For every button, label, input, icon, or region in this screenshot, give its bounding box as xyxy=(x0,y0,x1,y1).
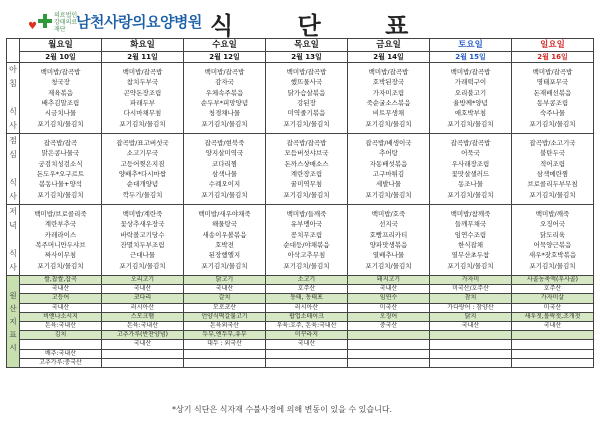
menu-item: 감자국 xyxy=(215,78,234,87)
menu-item: 꽃맛살샐러드 xyxy=(451,170,490,178)
menu-item: 호박전 xyxy=(215,241,234,249)
origin-cell: 언양식떡갈불고기 xyxy=(184,312,266,321)
lunch-cell xyxy=(348,134,430,205)
origin-cell: 가자미 xyxy=(430,276,512,285)
menu-item: 동부콩조림 xyxy=(536,99,569,107)
origin-cell: 국내산 xyxy=(20,285,102,294)
breakfast-cell xyxy=(512,63,594,134)
page-header xyxy=(0,0,600,38)
origin-cell: 두부,엔두부,유부 xyxy=(184,331,266,340)
menu-item: 백미밥/잡곡밥 xyxy=(368,67,409,76)
origin-cell: 가자미살 xyxy=(512,294,594,303)
day-header: 목요일 xyxy=(266,39,348,52)
menu-item: 포기김치/물김치 xyxy=(201,119,248,128)
origin-cell xyxy=(430,340,512,349)
origin-cell: 쌀,찹쌀,잡곡 xyxy=(20,276,102,285)
origin-cell: 새우젓,볼락젓,조개젓 xyxy=(512,312,594,321)
dinner-cell xyxy=(184,205,266,276)
menu-item: 열무산초두참 xyxy=(451,251,490,260)
corner-cell xyxy=(7,39,20,63)
menu-item: 백미밥/잡곡밥 xyxy=(40,67,81,76)
origin-cell: 고추가루:중국산 xyxy=(20,358,102,367)
menu-table xyxy=(6,38,594,368)
menu-item: 맑은콩나물국 xyxy=(41,149,80,158)
origin-cell: 돈육:국내산 xyxy=(20,321,102,330)
menu-item: 숙주나물 xyxy=(539,109,566,118)
origin-cell: 호주산 xyxy=(512,285,594,294)
origin-cell: 국내산 xyxy=(348,285,430,294)
origin-cell: 김치 xyxy=(20,331,102,340)
origin-cell: 러시아산 xyxy=(102,303,184,312)
menu-item: 백미밥/잡곡밥 xyxy=(122,67,163,76)
day-header: 일요일 xyxy=(512,39,594,52)
menu-item: 코다리찜 xyxy=(211,159,238,168)
breakfast-cell xyxy=(102,63,184,134)
date-header: 2월 14일 xyxy=(348,52,430,63)
menu-item: 백미밥/잡곡밥 xyxy=(532,67,573,76)
menu-item: 열배추나물 xyxy=(372,251,405,260)
origin-cell: 국내산 xyxy=(512,321,594,330)
heart-icon: ♥ xyxy=(28,21,37,32)
menu-item: 순대등/야채볶음 xyxy=(283,241,330,249)
menu-item: 포기김치/물김치 xyxy=(283,190,330,199)
menu-item: 곤약돈장조림 xyxy=(123,88,162,97)
menu-item: 양지살미역국 xyxy=(205,149,244,158)
origin-cell xyxy=(430,358,512,367)
menu-item: 포기김치/물김치 xyxy=(365,190,412,199)
origin-cell: 국내산 xyxy=(102,285,184,294)
origin-cell xyxy=(512,358,594,367)
origin-cell: 비엔나소시지 xyxy=(20,312,102,321)
menu-item: 잡곡밥/표고버섯국 xyxy=(116,138,169,147)
menu-item: 한식잡채 xyxy=(457,241,484,249)
origin-cell: 미꾸라지 xyxy=(266,331,348,340)
menu-item: 자동배섯볶음 xyxy=(369,159,408,168)
menu-item: 유부맹아국 xyxy=(290,220,323,229)
date-header: 2월 13일 xyxy=(266,52,348,63)
dinner-cell xyxy=(20,205,102,276)
origin-cell xyxy=(348,358,430,367)
menu-item: 우사래장조림 xyxy=(451,159,490,168)
menu-item: 시금치나물 xyxy=(44,109,77,118)
menu-item: 봄동나물+양석 xyxy=(38,180,83,189)
menu-item: 백미밥/계란죽 xyxy=(122,209,163,218)
day-header: 월요일 xyxy=(20,39,102,52)
menu-item: 잡곡밥/현북죽 xyxy=(204,138,245,147)
menu-item: 삼색메란찜 xyxy=(536,170,569,178)
lunch-cell xyxy=(184,134,266,205)
lunch-cell xyxy=(266,134,348,205)
menu-item: 가래떡구이 xyxy=(454,78,487,87)
menu-item: 돈까스샹매소스 xyxy=(284,159,329,168)
lunch-cell xyxy=(430,134,512,205)
menu-item: 어묵국 xyxy=(461,149,480,158)
menu-item: 어묵양근볶음 xyxy=(533,241,572,249)
origin-cell: 국내산 xyxy=(266,340,348,349)
dinner-cell xyxy=(430,205,512,276)
menu-item: 포기김치/물김치 xyxy=(447,261,494,270)
menu-item: 포기김치/물김치 xyxy=(37,119,84,128)
menu-item: 오리불고기 xyxy=(454,88,487,97)
origin-cell xyxy=(512,340,594,349)
origin-cell xyxy=(512,331,594,340)
menu-item: 오징어국 xyxy=(539,220,566,229)
menu-item: 호빵프리카티 xyxy=(369,230,408,239)
origin-cell: 닭지 xyxy=(430,312,512,321)
origin-cell xyxy=(266,349,348,358)
menu-item: 된장했엘지 xyxy=(208,251,241,260)
origin-cell: 우육:호주, 돈육:국내산 xyxy=(266,321,348,330)
origin-cell xyxy=(348,349,430,358)
menu-item: 돈도우*오구르트 xyxy=(36,170,85,178)
menu-item: 명태포무국 xyxy=(536,78,569,87)
date-header: 2월 11일 xyxy=(102,52,184,63)
menu-item: 고구마튀김 xyxy=(372,170,405,178)
menu-item: 백미밥/새우야채죽 xyxy=(198,209,251,218)
origin-cell: 국내산 xyxy=(430,321,512,330)
origin-cell xyxy=(20,340,102,349)
origin-cell xyxy=(102,358,184,367)
menu-item: 추어탕 xyxy=(379,149,398,158)
lunch-cell xyxy=(512,134,594,205)
origin-cell: 코다리 xyxy=(102,294,184,303)
breakfast-cell xyxy=(430,63,512,134)
menu-item: 포기김치/물김치 xyxy=(283,261,330,270)
origin-cell: 오징어 xyxy=(348,312,430,321)
footnote: *상기 식단은 식자재 수불사정에 의해 변동이 있을 수 있습니다. xyxy=(172,405,393,414)
menu-item: 청경채나물 xyxy=(208,109,241,118)
origin-cell: 임연수 xyxy=(348,294,430,303)
meal-section-label: 아 침 식 사 xyxy=(7,63,20,134)
origin-cell: 고추가루(반찬양념) xyxy=(102,331,184,340)
menu-item: 카레라이스 xyxy=(44,230,77,239)
menu-item: 우체속주볶음 xyxy=(205,88,244,97)
menu-item: 불탄두국 xyxy=(539,149,566,158)
menu-item: 소고기무국 xyxy=(126,149,159,158)
origin-cell: 대두 : 외국산 xyxy=(184,340,266,349)
menu-item: 적어조림 xyxy=(539,159,566,168)
menu-item: 꿀미역무침 xyxy=(290,180,323,189)
origin-cell: 중국산 xyxy=(348,321,430,330)
menu-item: 잡곡밥/잡곡 xyxy=(43,138,78,147)
menu-item: 계란장조림 xyxy=(290,170,323,178)
menu-item: 돈재배선볶음 xyxy=(533,88,572,97)
origin-cell: 돈육외국산 xyxy=(184,321,266,330)
menu-item: 꽁치무조림 xyxy=(290,230,323,239)
origin-cell: 스모크햄 xyxy=(102,312,184,321)
menu-item: 포기김치/물김치 xyxy=(447,119,494,128)
menu-item: 포기김치/물김치 xyxy=(119,261,166,270)
origin-cell: 러시아산 xyxy=(266,303,348,312)
hospital-cross-icon xyxy=(38,14,52,28)
menu-item: 선지국 xyxy=(379,220,398,229)
origin-cell xyxy=(266,358,348,367)
page-title: 식 단 표 xyxy=(210,12,437,40)
origin-cell xyxy=(348,331,430,340)
menu-item: 아삭고추무침 xyxy=(287,251,326,260)
menu-item: 포기김치/물김치 xyxy=(365,119,412,128)
menu-item: 백미밥/잡곡밥 xyxy=(450,67,491,76)
menu-item: 제육볶음 xyxy=(47,88,74,97)
menu-item: 애호박부침 xyxy=(454,109,487,118)
menu-item: 죽순굴소스볶음 xyxy=(366,99,411,107)
menu-item: 참치두부국 xyxy=(126,78,159,87)
menu-item: 양파맛생볶음 xyxy=(369,241,408,249)
menu-item: 포기김치/물김치 xyxy=(119,119,166,128)
menu-item: 호박된장국 xyxy=(372,78,405,87)
menu-item: 했뜨물사국 xyxy=(290,78,323,87)
dinner-cell xyxy=(348,205,430,276)
origin-cell xyxy=(430,349,512,358)
menu-item: 계란부추국 xyxy=(44,220,77,229)
origin-cell xyxy=(430,331,512,340)
day-header: 토요일 xyxy=(430,39,512,52)
origin-cell: 돈육:국내산 xyxy=(102,321,184,330)
menu-item: 근대나물 xyxy=(129,251,156,260)
hospital-subtitle: 의료법인 강태의료재단 xyxy=(54,12,78,33)
lunch-cell xyxy=(102,134,184,205)
menu-item: 포기김치/물김치 xyxy=(529,119,576,128)
menu-item: 짜사이무침 xyxy=(44,251,77,260)
hospital-name: 남천사랑의요양병원 xyxy=(76,13,202,31)
menu-item: 포기김치/물김치 xyxy=(37,261,84,270)
day-header: 금요일 xyxy=(348,39,430,52)
menu-item: 닭도리육 xyxy=(539,230,566,239)
date-header: 2월 10일 xyxy=(20,52,102,63)
menu-item: 청국장 xyxy=(51,78,70,87)
menu-item: 깍두기/물김치 xyxy=(122,190,163,199)
menu-item: 잡곡밥/소고기국 xyxy=(529,138,576,147)
dinner-cell xyxy=(266,205,348,276)
origin-cell: 미국산 xyxy=(348,303,430,312)
breakfast-cell xyxy=(184,63,266,134)
menu-item: 잡곡밥/잡곡밥 xyxy=(450,138,491,147)
origin-cell: 참치 xyxy=(430,294,512,303)
breakfast-cell xyxy=(266,63,348,134)
menu-item: 포기김치/물김치 xyxy=(447,190,494,199)
menu-item: 잡곡밥/배생이국 xyxy=(365,138,412,147)
menu-item: 들깨무채국 xyxy=(454,220,487,229)
origin-cell: 미국산/호주산 xyxy=(430,285,512,294)
menu-item: 비트무생채 xyxy=(372,109,405,118)
menu-item: 파래두부 xyxy=(129,99,156,107)
menu-item: 백미밥/들깨죽 xyxy=(286,209,327,218)
origin-cell: 사골농축액(우사골) xyxy=(512,276,594,285)
origin-cell: 국내산 xyxy=(20,303,102,312)
menu-item: 가자미조림 xyxy=(372,88,405,97)
origin-cell: 갈치 xyxy=(184,294,266,303)
origin-cell: 모로코산 xyxy=(184,303,266,312)
menu-item: 바락볼고기당수 xyxy=(120,230,165,239)
menu-item: 동조나물 xyxy=(457,180,484,189)
origin-cell: 오리고기 xyxy=(102,276,184,285)
breakfast-cell xyxy=(348,63,430,134)
menu-item: 배추김말조림 xyxy=(41,99,80,107)
menu-item: 포기김치/물김치 xyxy=(37,190,84,199)
menu-item: 양배추*다시마쌈 xyxy=(118,170,167,178)
menu-item: 강된장 xyxy=(297,99,316,107)
origin-cell: 배추:국내산 xyxy=(20,349,102,358)
menu-item: 순대개양념 xyxy=(126,180,159,189)
menu-item: 포기김치/물김치 xyxy=(529,261,576,270)
menu-item: 세발나물 xyxy=(375,180,402,189)
menu-item: 미역줄기볶음 xyxy=(287,109,326,118)
origin-cell: 고등어 xyxy=(20,294,102,303)
menu-item: 백미밥/깨죽 xyxy=(535,209,570,218)
menu-item: 백미밥/잡곡밥 xyxy=(204,67,245,76)
day-header: 화요일 xyxy=(102,39,184,52)
menu-item: 새송이우볼볶음 xyxy=(202,230,247,239)
menu-item: 포기김치/물김치 xyxy=(365,261,412,270)
origin-cell: 국내산 xyxy=(102,340,184,349)
origin-cell: 가다랑어 : 참양산 xyxy=(430,303,512,312)
origin-cell xyxy=(348,340,430,349)
meal-section-label: 저 녁 식 사 xyxy=(7,205,20,276)
menu-item: 잡곡밥/잡곡밥 xyxy=(286,138,327,147)
menu-item: 복주머니만두샤브 xyxy=(35,241,86,249)
origin-cell: 미국산 xyxy=(512,303,594,312)
menu-item: 백미밥/호죽 xyxy=(371,209,406,218)
menu-item: 브로콜리두부무침 xyxy=(527,180,578,189)
menu-item: 다시마채무침 xyxy=(123,109,162,118)
menu-item: 잔멸치두부조림 xyxy=(120,241,165,249)
dinner-cell xyxy=(102,205,184,276)
origin-cell: 돼지고기 xyxy=(348,276,430,285)
menu-item: 포기김치/물김치 xyxy=(529,190,576,199)
date-header: 2월 15일 xyxy=(430,52,512,63)
origin-section-label: 원 산 지 표 시 xyxy=(7,276,20,368)
menu-item: 포기김치/물김치 xyxy=(201,261,248,270)
menu-item: 포기김치/물김치 xyxy=(283,119,330,128)
menu-item: 삼색나물 xyxy=(211,170,238,178)
menu-item: 임연수조림 xyxy=(454,230,487,239)
origin-cell xyxy=(512,349,594,358)
date-header: 2월 12일 xyxy=(184,52,266,63)
menu-item: 해물탕국 xyxy=(211,220,238,229)
origin-cell: 소고기 xyxy=(266,276,348,285)
menu-item: 새우*잣호박볶음 xyxy=(528,251,577,260)
menu-item: 백미밥/브로콜리죽 xyxy=(34,209,87,218)
origin-cell: 닭고기 xyxy=(184,276,266,285)
meal-section-label: 점 심 식 사 xyxy=(7,134,20,205)
menu-item: 고등어찢은지짐 xyxy=(120,159,165,168)
date-header: 2월 16일 xyxy=(512,52,594,63)
menu-item: 꽃상추새우장국 xyxy=(120,220,165,229)
origin-cell: 동태, 동태포 xyxy=(266,294,348,303)
menu-item: 닭가슴살볶음 xyxy=(287,88,326,97)
lunch-cell xyxy=(20,134,102,205)
origin-cell: 국내산 xyxy=(184,285,266,294)
origin-cell xyxy=(102,349,184,358)
menu-item: 궁검치성검소식 xyxy=(38,159,83,168)
origin-cell: 팝업소테이크 xyxy=(266,312,348,321)
menu-item: 수례오이지 xyxy=(208,180,241,189)
dinner-cell xyxy=(512,205,594,276)
origin-cell xyxy=(184,349,266,358)
origin-cell: 호주산 xyxy=(266,285,348,294)
menu-item: 율방께*양념 xyxy=(453,99,488,107)
menu-item: 백미밥/참깨죽 xyxy=(450,209,491,218)
menu-item: 백미밥/잡곡밥 xyxy=(286,67,327,76)
day-header: 수요일 xyxy=(184,39,266,52)
menu-item: 포기김치/물김치 xyxy=(201,190,248,199)
origin-cell xyxy=(184,358,266,367)
menu-item: 순두부*피망양념 xyxy=(200,99,249,107)
breakfast-cell xyxy=(20,63,102,134)
menu-item: 모듬버섯샤브국 xyxy=(284,149,329,158)
